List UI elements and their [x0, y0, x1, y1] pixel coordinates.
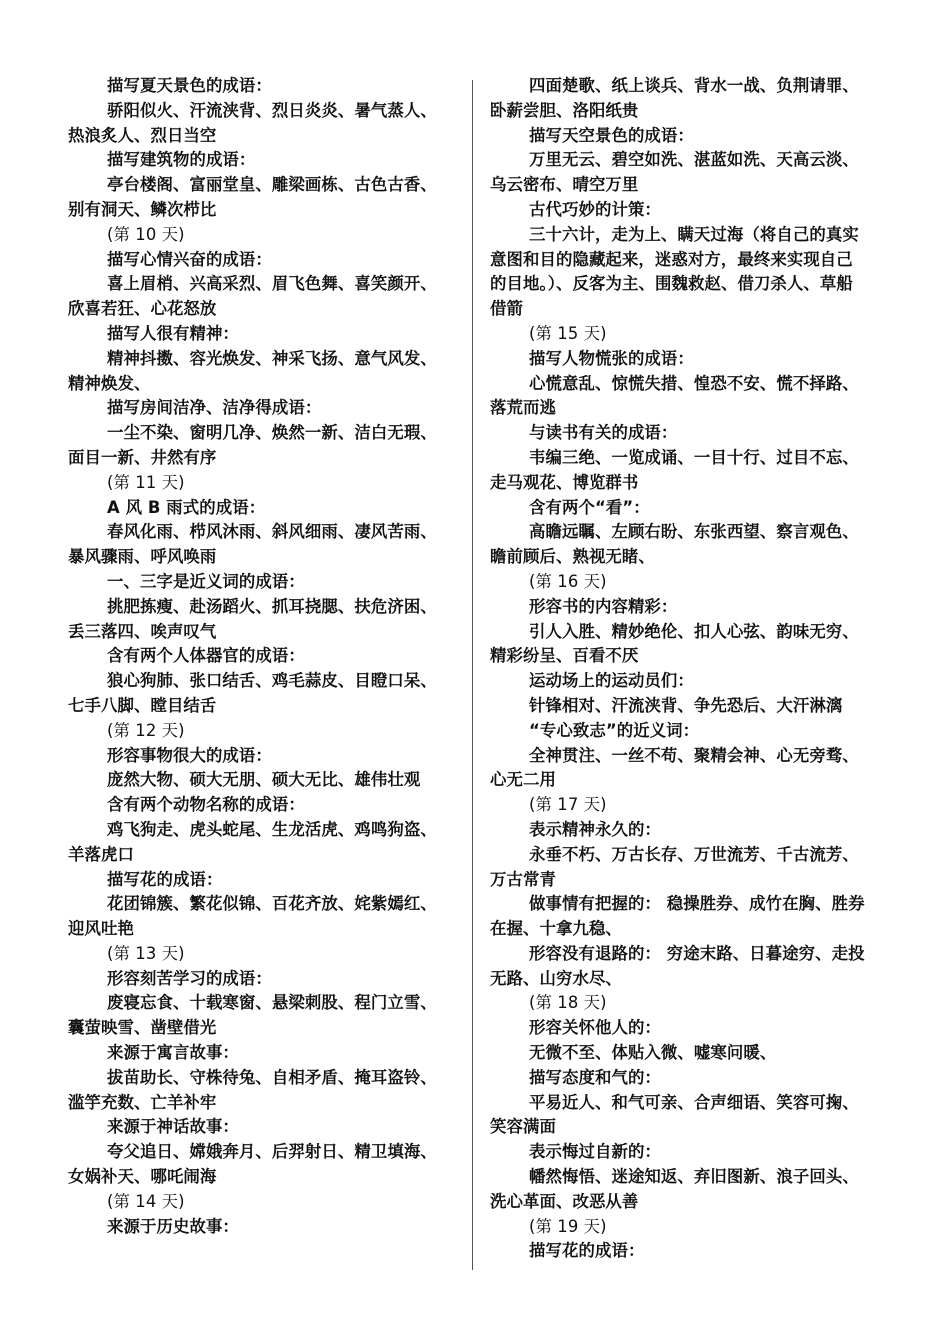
text-line: 描写花的成语：	[529, 1241, 645, 1261]
text-line: “专心致志”的近义词：	[529, 720, 700, 740]
text-line: 平易近人、和气可亲、合声细语、笑容可掬、	[529, 1092, 859, 1112]
day-marker: (第 16 天)	[529, 571, 607, 591]
text-line: 鸡飞狗走、虎头蛇尾、生龙活虎、鸡鸣狗盗、	[107, 819, 437, 839]
left-column	[68, 74, 448, 1239]
text-line: 羊落虎口	[68, 844, 134, 864]
text-line: 女娲补天、哪吒闹海	[68, 1167, 217, 1187]
day-marker: (第 10 天)	[107, 224, 185, 244]
text-line: 描写天空景色的成语：	[529, 125, 694, 145]
text-line: 做事情有把握的： 稳操胜券、成竹在胸、胜券	[529, 894, 865, 914]
text-line: 三十六计，走为上、瞒天过海（将自己的真实	[529, 224, 859, 244]
text-line: 永垂不朽、万古长存、万世流芳、千古流芳、	[529, 844, 859, 864]
day-marker: (第 11 天)	[107, 472, 185, 492]
text-line: 描写心情兴奋的成语：	[107, 249, 272, 269]
text-line: 万古常青	[490, 869, 556, 889]
text-line: 借箭	[490, 299, 523, 319]
text-line: 运动场上的运动员们：	[529, 671, 694, 691]
text-line: 形容书的内容精彩：	[529, 596, 678, 616]
text-line: 针锋相对、汗流浃背、争先恐后、大汗淋漓	[529, 695, 843, 715]
text-line: 幡然悔悟、迷途知返、弃旧图新、浪子回头、	[529, 1167, 859, 1187]
text-line: 描写夏天景色的成语：	[107, 76, 272, 95]
text-line: 描写态度和气的：	[529, 1067, 661, 1087]
text-line: 无路、山穷水尽、	[490, 968, 622, 988]
text-line: 狼心狗肺、张口结舌、鸡毛蒜皮、目瞪口呆、	[107, 671, 437, 691]
day-marker: (第 13 天)	[107, 943, 185, 963]
text-line: 高瞻远瞩、左顾右盼、东张西望、察言观色、	[529, 522, 859, 542]
text-line: 在握、十拿九稳、	[490, 919, 622, 939]
text-line: 来源于神话故事：	[107, 1117, 239, 1137]
text-line: 引人入胜、精妙绝伦、扣人心弦、韵味无穷、	[529, 621, 859, 641]
text-line: 含有两个动物名称的成语：	[107, 795, 305, 815]
text-line: 走马观花、博览群书	[490, 472, 639, 492]
text-line: 囊萤映雪、凿壁借光	[68, 1018, 217, 1038]
text-line: 欣喜若狂、心花怒放	[68, 299, 217, 319]
text-line: 精神焕发、	[68, 373, 151, 393]
text-line: 乌云密布、晴空万里	[490, 175, 639, 195]
text-line: 心无二用	[490, 770, 556, 790]
text-line: 滥竽充数、亡羊补牢	[68, 1092, 217, 1112]
text-line: 心慌意乱、惊慌失措、惶恐不安、慌不择路、	[529, 373, 859, 393]
text-line: 无微不至、体贴入微、嘘寒问暖、	[529, 1043, 777, 1063]
text-line: 描写建筑物的成语：	[107, 150, 256, 170]
text-line: 含有两个人体器官的成语：	[107, 646, 305, 666]
day-marker: (第 14 天)	[107, 1191, 185, 1211]
text-line: 万里无云、碧空如洗、湛蓝如洗、天高云淡、	[529, 150, 859, 170]
text-line: 精彩纷呈、百看不厌	[490, 646, 639, 666]
day-marker: (第 17 天)	[529, 795, 607, 815]
text-line: 喜上眉梢、兴高采烈、眉飞色舞、喜笑颜开、	[107, 274, 437, 294]
text-line: 来源于历史故事：	[107, 1216, 239, 1236]
text-line: 别有洞天、鳞次栉比	[68, 199, 217, 219]
text-line: 亭台楼阁、富丽堂皇、雕梁画栋、古色古香、	[107, 175, 437, 195]
text-line: 形容关怀他人的：	[529, 1018, 661, 1038]
text-line: 春风化雨、栉风沐雨、斜风细雨、凄风苦雨、	[107, 522, 437, 542]
text-line: 落荒而逃	[490, 398, 556, 418]
text-line: 花团锦簇、繁花似锦、百花齐放、姹紫嫣红、	[107, 894, 437, 914]
text-line: 七手八脚、瞠目结舌	[68, 695, 217, 715]
text-line: 骄阳似火、汗流浃背、烈日炎炎、暑气蒸人、	[107, 100, 437, 120]
text-line: 古代巧妙的计策：	[529, 199, 661, 219]
text-line: 洗心革面、改恶从善	[490, 1191, 639, 1211]
text-line: 一、三字是近义词的成语：	[107, 571, 305, 591]
text-line: 与读书有关的成语：	[529, 423, 678, 443]
text-line: 描写花的成语：	[107, 869, 223, 889]
day-marker: (第 12 天)	[107, 720, 185, 740]
day-marker: (第 18 天)	[529, 993, 607, 1013]
text-line: 挑肥拣瘦、赴汤蹈火、抓耳挠腮、扶危济困、	[107, 596, 437, 616]
text-line: 卧薪尝胆、洛阳纸贵	[490, 100, 639, 120]
text-line: 迎风吐艳	[68, 919, 134, 939]
text-line: 意图和目的隐藏起来，迷惑对方，最终来实现自己	[490, 249, 853, 269]
text-line: 热浪炙人、烈日当空	[68, 125, 217, 145]
text-line: 拔苗助长、守株待兔、自相矛盾、掩耳盗铃、	[107, 1067, 437, 1087]
text-line: 面目一新、井然有序	[68, 447, 217, 467]
text-line: 来源于寓言故事：	[107, 1043, 239, 1063]
text-line: 描写人很有精神：	[107, 323, 239, 343]
text-line: 一尘不染、窗明几净、焕然一新、洁白无瑕、	[107, 423, 437, 443]
text-line: 全神贯注、一丝不苟、聚精会神、心无旁骛、	[529, 745, 859, 765]
text-line: 废寝忘食、十载寒窗、悬梁刺股、程门立雪、	[107, 993, 437, 1013]
text-line: 的目地。）、反客为主、围魏救赵、借刀杀人、草船	[490, 274, 853, 294]
text-line: 精神抖擞、容光焕发、神采飞扬、意气风发、	[107, 348, 437, 368]
text-line: 描写人物慌张的成语：	[529, 348, 694, 368]
text-line: 韦编三绝、一览成诵、一目十行、过目不忘、	[529, 447, 859, 467]
text-line: 形容事物很大的成语：	[107, 745, 272, 765]
text-line: 四面楚歌、纸上谈兵、背水一战、负荆请罪、	[529, 76, 859, 95]
text-line: 表示悔过自新的：	[529, 1142, 661, 1162]
text-line: 丢三落四、唉声叹气	[68, 621, 217, 641]
column-divider	[472, 80, 473, 1270]
text-line: 瞻前顾后、熟视无睹、	[490, 547, 655, 567]
text-line: 夸父追日、嫦娥奔月、后羿射日、精卫填海、	[107, 1142, 437, 1162]
text-line: A 风 B 雨式的成语：	[107, 497, 266, 517]
text-line: 描写房间洁净、洁净得成语：	[107, 398, 322, 418]
right-column	[490, 74, 870, 1264]
text-line: 形容刻苦学习的成语：	[107, 968, 272, 988]
text-line: 表示精神永久的：	[529, 819, 661, 839]
text-line: 形容没有退路的： 穷途末路、日暮途穷、走投	[529, 943, 865, 963]
text-line: 笑容满面	[490, 1117, 556, 1137]
day-marker: (第 15 天)	[529, 323, 607, 343]
text-line: 庞然大物、硕大无朋、硕大无比、雄伟壮观	[107, 770, 421, 790]
day-marker: (第 19 天)	[529, 1216, 607, 1236]
text-line: 暴风骤雨、呼风唤雨	[68, 547, 217, 567]
text-line: 含有两个“看”：	[529, 497, 650, 517]
